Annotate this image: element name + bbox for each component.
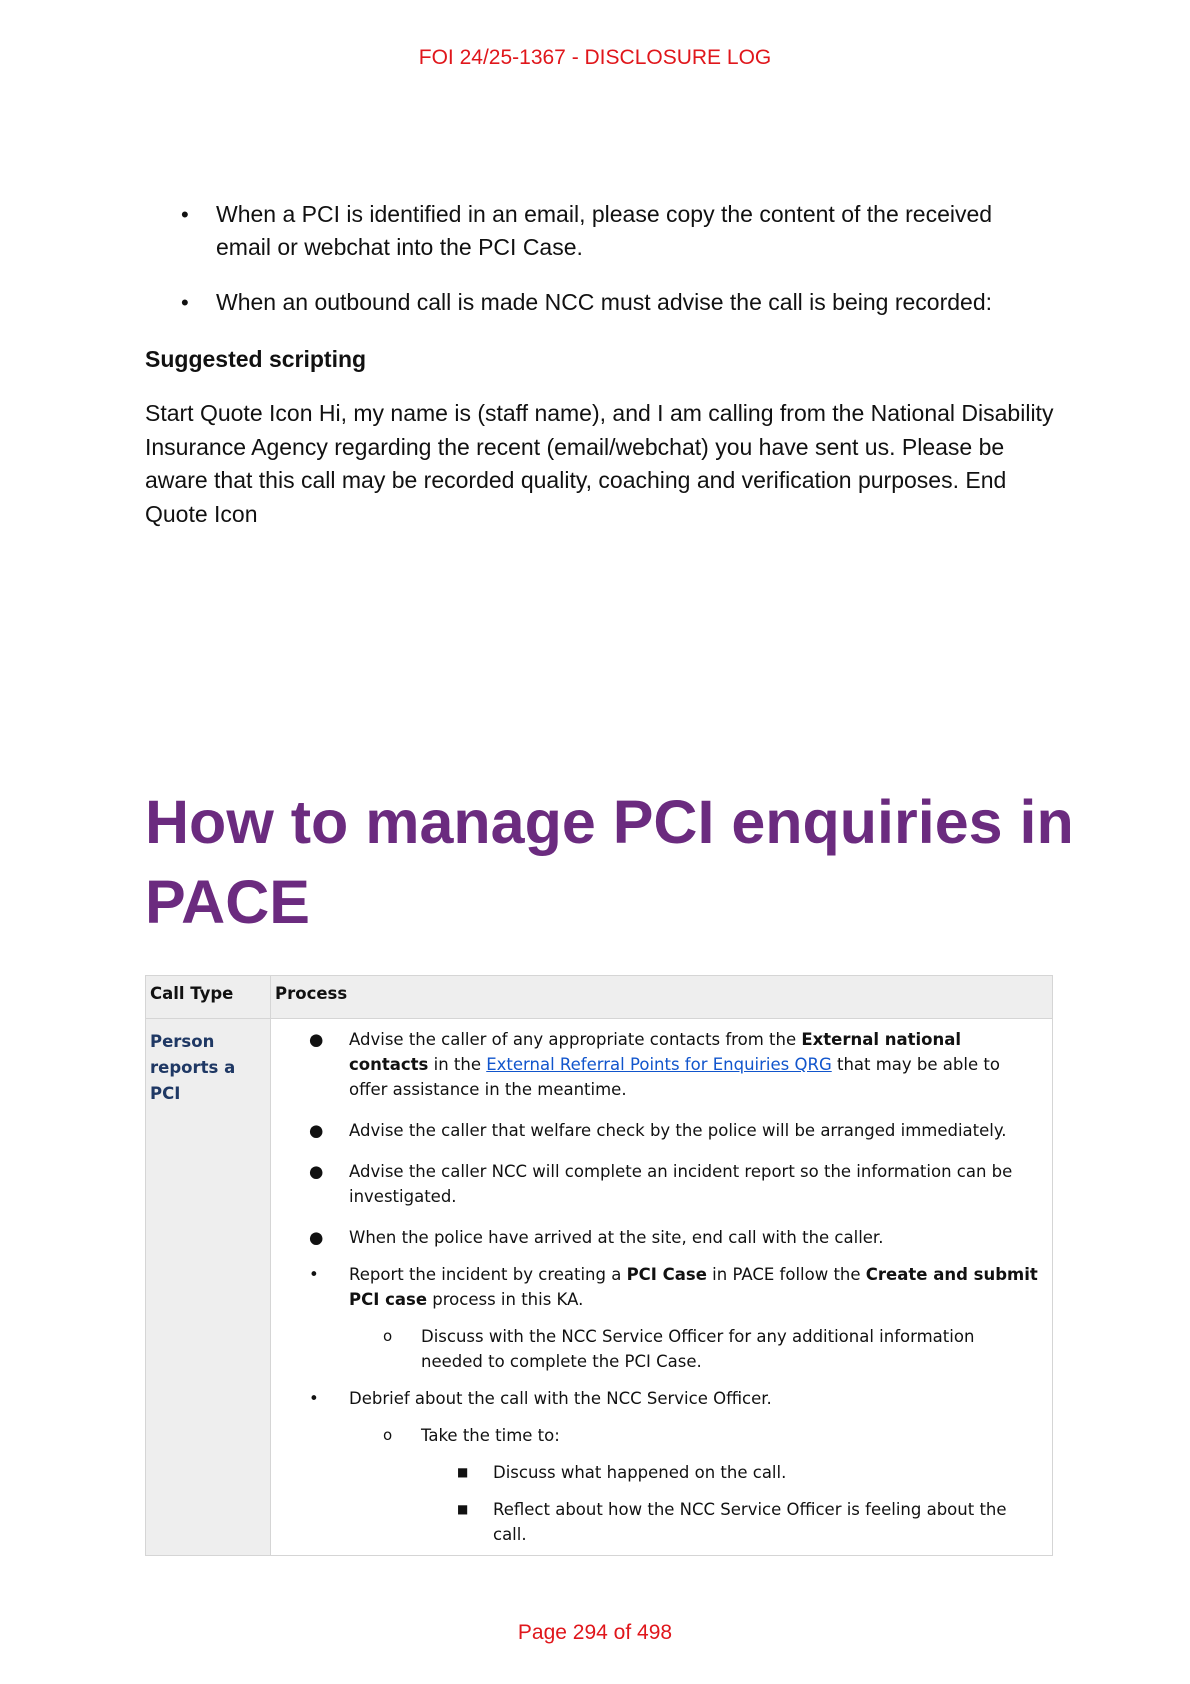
bullet-icon: ●: [309, 1030, 324, 1049]
suggested-script-text: Start Quote Icon Hi, my name is (staff name), and I am calling from the National Disability Insurance Agency regarding the recent (email/webchat) you have sent us. Please be aware that this call may be recorded quality, coaching and verification purposes. End Quote Icon: [145, 400, 1054, 527]
step-text: Take the time to:: [421, 1426, 560, 1445]
bullet-icon: ●: [309, 1162, 324, 1181]
intro-bullet-list: [145, 198, 1045, 341]
process-steps-list: [271, 1027, 1038, 1547]
step-text: Reflect about how the NCC Service Officer is feeling about the call.: [493, 1500, 1007, 1544]
process-substep: [271, 1324, 1038, 1374]
disclosure-log-header: FOI 24/25-1367 - DISCLOSURE LOG: [418, 46, 772, 69]
table-header-row: [146, 976, 1053, 1019]
section-title: How to manage PCI enquiries in PACE: [145, 788, 1074, 936]
process-cell: [271, 1019, 1053, 1556]
call-type-cell: Person reports a PCI: [146, 1019, 271, 1556]
table-row: [146, 1019, 1053, 1556]
circle-bullet-icon: o: [383, 1327, 393, 1345]
process-subsubstep: [271, 1497, 1038, 1547]
step-text: in PACE follow the: [706, 1265, 866, 1284]
list-item-text: When an outbound call is made NCC must advise the call is being recorded:: [216, 289, 993, 315]
square-bullet-icon: ■: [457, 1465, 469, 1479]
process-table: [145, 975, 1053, 1556]
process-step: [271, 1225, 1038, 1250]
step-text: process in this KA.: [427, 1290, 584, 1309]
step-text: Debrief about the call with the NCC Service Officer.: [349, 1389, 772, 1408]
bullet-icon: •: [309, 1265, 319, 1284]
process-substep: [271, 1423, 1038, 1448]
process-step: [271, 1027, 1038, 1102]
list-item: [145, 286, 1045, 319]
bullet-icon: ●: [309, 1228, 324, 1247]
step-bold-text: External national contacts: [349, 1030, 962, 1074]
step-text: Advise the caller of any appropriate contacts from the: [349, 1030, 802, 1049]
step-bold-text: Create and submit PCI case: [349, 1265, 1038, 1309]
process-step: [271, 1262, 1038, 1312]
bullet-icon: ●: [309, 1121, 324, 1140]
suggested-scripting-heading: Suggested scripting: [145, 346, 367, 372]
step-text: Discuss with the NCC Service Officer for any additional information needed to complete the PCI Case.: [421, 1327, 975, 1371]
step-text: Report the incident by creating a: [349, 1265, 627, 1284]
page-footer: [0, 1621, 1190, 1645]
column-header-call-type: Call Type: [146, 976, 271, 1019]
bullet-icon: •: [181, 290, 189, 315]
process-step: [271, 1386, 1038, 1411]
column-header-process: Process: [271, 976, 1053, 1019]
list-item-text: When a PCI is identified in an email, please copy the content of the received email or webchat into the PCI Case.: [216, 201, 993, 260]
step-bold-text: PCI Case: [626, 1265, 707, 1284]
external-referral-qrg-link[interactable]: External Referral Points for Enquiries QRG: [486, 1055, 832, 1074]
bullet-icon: •: [181, 202, 189, 227]
process-step: [271, 1118, 1038, 1143]
step-text: Discuss what happened on the call.: [493, 1463, 787, 1482]
process-step: [271, 1159, 1038, 1209]
step-text: Advise the caller NCC will complete an incident report so the information can be investigated.: [349, 1162, 1013, 1206]
step-text: When the police have arrived at the site, end call with the caller.: [349, 1228, 884, 1247]
step-text: that may be able to offer assistance in the meantime.: [349, 1055, 1000, 1099]
step-text: in the: [428, 1055, 487, 1074]
step-text: Advise the caller that welfare check by the police will be arranged immediately.: [349, 1121, 1007, 1140]
process-subsubstep: [271, 1460, 1038, 1485]
square-bullet-icon: ■: [457, 1502, 469, 1516]
bullet-icon: •: [309, 1389, 319, 1408]
page-number: Page 294 of 498: [517, 1621, 673, 1644]
list-item: [145, 198, 1045, 264]
circle-bullet-icon: o: [383, 1426, 393, 1444]
